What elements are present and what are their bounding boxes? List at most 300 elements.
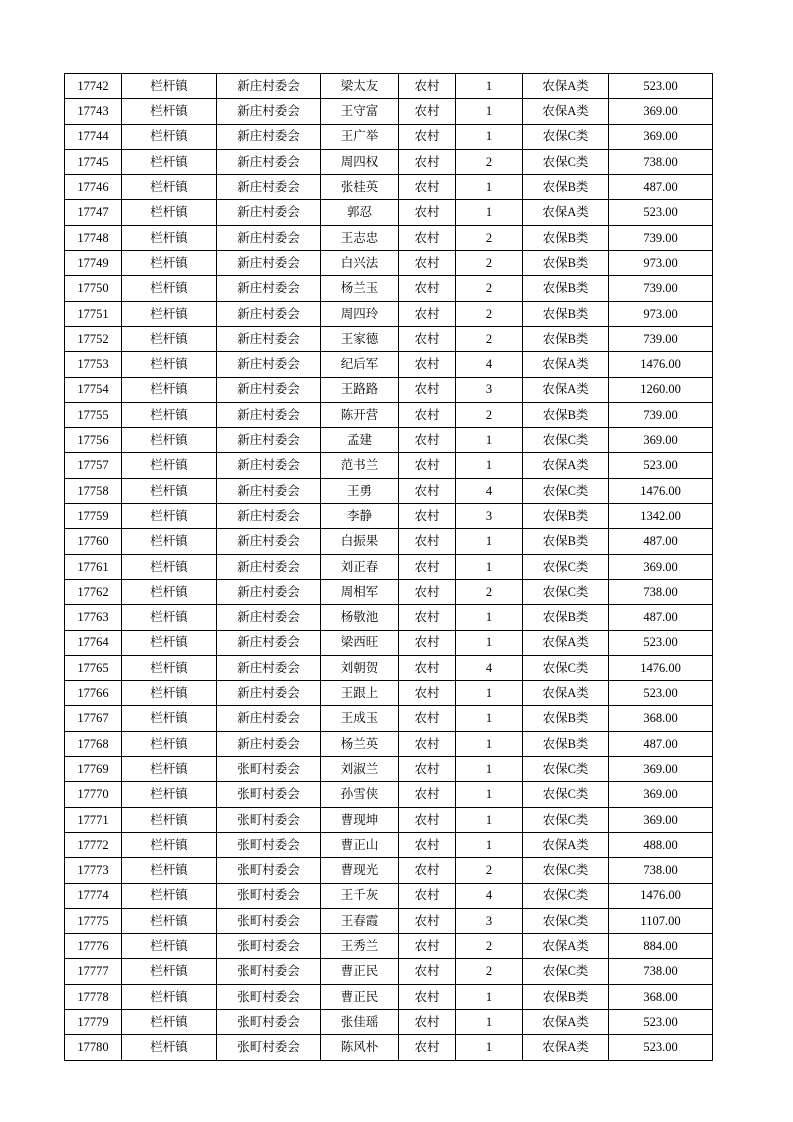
table-cell-amount: 973.00 xyxy=(609,251,713,276)
table-row xyxy=(65,630,713,655)
table-cell-name: 孟建 xyxy=(321,428,399,453)
table-cell-name: 周相军 xyxy=(321,579,399,604)
table-cell-id: 17764 xyxy=(65,630,122,655)
table-cell-id: 17754 xyxy=(65,377,122,402)
table-cell-town: 栏杆镇 xyxy=(122,934,217,959)
table-cell-category: 农保C类 xyxy=(523,428,609,453)
table-cell-area_type: 农村 xyxy=(399,276,456,301)
table-cell-count: 3 xyxy=(456,377,523,402)
table-cell-id: 17763 xyxy=(65,605,122,630)
table-cell-name: 孙雪侠 xyxy=(321,782,399,807)
table-cell-town: 栏杆镇 xyxy=(122,428,217,453)
table-row xyxy=(65,504,713,529)
table-cell-area_type: 农村 xyxy=(399,655,456,680)
table-row xyxy=(65,858,713,883)
table-cell-amount: 1107.00 xyxy=(609,908,713,933)
table-cell-id: 17777 xyxy=(65,959,122,984)
table-cell-area_type: 农村 xyxy=(399,352,456,377)
table-cell-area_type: 农村 xyxy=(399,807,456,832)
table-row xyxy=(65,934,713,959)
table-cell-area_type: 农村 xyxy=(399,251,456,276)
table-cell-village: 张町村委会 xyxy=(217,1009,321,1034)
table-cell-amount: 369.00 xyxy=(609,554,713,579)
table-cell-count: 1 xyxy=(456,74,523,99)
table-cell-amount: 738.00 xyxy=(609,858,713,883)
table-cell-area_type: 农村 xyxy=(399,124,456,149)
table-cell-name: 曹正民 xyxy=(321,959,399,984)
table-cell-village: 新庄村委会 xyxy=(217,554,321,579)
table-cell-area_type: 农村 xyxy=(399,200,456,225)
table-cell-name: 张桂英 xyxy=(321,175,399,200)
table-cell-amount: 368.00 xyxy=(609,984,713,1009)
table-cell-amount: 369.00 xyxy=(609,807,713,832)
table-cell-amount: 369.00 xyxy=(609,428,713,453)
table-cell-count: 4 xyxy=(456,352,523,377)
table-row xyxy=(65,1009,713,1034)
table-cell-count: 3 xyxy=(456,908,523,933)
table-cell-category: 农保C类 xyxy=(523,807,609,832)
table-cell-id: 17778 xyxy=(65,984,122,1009)
table-cell-amount: 369.00 xyxy=(609,99,713,124)
table-cell-name: 王秀兰 xyxy=(321,934,399,959)
table-cell-count: 2 xyxy=(456,301,523,326)
table-cell-amount: 523.00 xyxy=(609,200,713,225)
table-row xyxy=(65,529,713,554)
table-cell-area_type: 农村 xyxy=(399,478,456,503)
table-cell-amount: 488.00 xyxy=(609,832,713,857)
table-cell-amount: 487.00 xyxy=(609,529,713,554)
table-cell-town: 栏杆镇 xyxy=(122,655,217,680)
table-cell-name: 杨敬池 xyxy=(321,605,399,630)
table-cell-count: 1 xyxy=(456,984,523,1009)
table-cell-id: 17749 xyxy=(65,251,122,276)
table-cell-category: 农保B类 xyxy=(523,605,609,630)
table-cell-town: 栏杆镇 xyxy=(122,402,217,427)
table-cell-town: 栏杆镇 xyxy=(122,149,217,174)
table-cell-village: 新庄村委会 xyxy=(217,276,321,301)
table-cell-category: 农保A类 xyxy=(523,1035,609,1060)
table-cell-area_type: 农村 xyxy=(399,149,456,174)
table-cell-town: 栏杆镇 xyxy=(122,225,217,250)
table-cell-town: 栏杆镇 xyxy=(122,757,217,782)
table-row xyxy=(65,706,713,731)
table-cell-id: 17766 xyxy=(65,681,122,706)
table-cell-category: 农保B类 xyxy=(523,706,609,731)
table-cell-count: 2 xyxy=(456,276,523,301)
table-cell-village: 新庄村委会 xyxy=(217,579,321,604)
table-cell-town: 栏杆镇 xyxy=(122,326,217,351)
table-row xyxy=(65,352,713,377)
table-cell-name: 李静 xyxy=(321,504,399,529)
table-cell-village: 新庄村委会 xyxy=(217,99,321,124)
table-cell-area_type: 农村 xyxy=(399,757,456,782)
table-row xyxy=(65,579,713,604)
table-cell-category: 农保C类 xyxy=(523,579,609,604)
table-row xyxy=(65,681,713,706)
table-cell-town: 栏杆镇 xyxy=(122,681,217,706)
table-cell-id: 17765 xyxy=(65,655,122,680)
table-cell-id: 17743 xyxy=(65,99,122,124)
table-cell-category: 农保C类 xyxy=(523,757,609,782)
table-cell-village: 新庄村委会 xyxy=(217,200,321,225)
table-cell-name: 张佳瑶 xyxy=(321,1009,399,1034)
table-row xyxy=(65,807,713,832)
table-cell-name: 杨兰玉 xyxy=(321,276,399,301)
table-cell-id: 17779 xyxy=(65,1009,122,1034)
table-cell-category: 农保C类 xyxy=(523,908,609,933)
table-cell-village: 新庄村委会 xyxy=(217,149,321,174)
table-cell-count: 3 xyxy=(456,504,523,529)
table-cell-name: 陈开营 xyxy=(321,402,399,427)
table-cell-village: 新庄村委会 xyxy=(217,251,321,276)
table-cell-town: 栏杆镇 xyxy=(122,554,217,579)
table-cell-category: 农保B类 xyxy=(523,301,609,326)
table-cell-village: 张町村委会 xyxy=(217,908,321,933)
table-cell-town: 栏杆镇 xyxy=(122,908,217,933)
table-row xyxy=(65,832,713,857)
table-cell-area_type: 农村 xyxy=(399,301,456,326)
table-cell-village: 张町村委会 xyxy=(217,832,321,857)
table-cell-amount: 739.00 xyxy=(609,276,713,301)
table-row xyxy=(65,782,713,807)
table-cell-category: 农保B类 xyxy=(523,251,609,276)
table-row xyxy=(65,225,713,250)
table-cell-count: 1 xyxy=(456,175,523,200)
table-cell-amount: 1476.00 xyxy=(609,883,713,908)
table-cell-town: 栏杆镇 xyxy=(122,99,217,124)
table-cell-name: 王成玉 xyxy=(321,706,399,731)
table-cell-village: 新庄村委会 xyxy=(217,225,321,250)
table-cell-town: 栏杆镇 xyxy=(122,706,217,731)
table-cell-id: 17767 xyxy=(65,706,122,731)
table-row xyxy=(65,554,713,579)
table-cell-category: 农保C类 xyxy=(523,124,609,149)
table-cell-category: 农保A类 xyxy=(523,681,609,706)
table-cell-area_type: 农村 xyxy=(399,782,456,807)
table-cell-name: 范书兰 xyxy=(321,453,399,478)
table-cell-village: 新庄村委会 xyxy=(217,731,321,756)
table-cell-category: 农保A类 xyxy=(523,200,609,225)
table-cell-category: 农保A类 xyxy=(523,377,609,402)
table-cell-village: 张町村委会 xyxy=(217,858,321,883)
table-cell-category: 农保B类 xyxy=(523,402,609,427)
table-cell-count: 1 xyxy=(456,757,523,782)
table-cell-amount: 368.00 xyxy=(609,706,713,731)
table-row xyxy=(65,200,713,225)
table-cell-village: 新庄村委会 xyxy=(217,326,321,351)
table-cell-name: 陈风朴 xyxy=(321,1035,399,1060)
table-cell-town: 栏杆镇 xyxy=(122,832,217,857)
table-cell-category: 农保A类 xyxy=(523,630,609,655)
table-cell-amount: 1476.00 xyxy=(609,478,713,503)
table-cell-category: 农保B类 xyxy=(523,175,609,200)
table-cell-count: 1 xyxy=(456,124,523,149)
table-row xyxy=(65,301,713,326)
table-cell-id: 17780 xyxy=(65,1035,122,1060)
table-cell-village: 新庄村委会 xyxy=(217,478,321,503)
table-cell-town: 栏杆镇 xyxy=(122,175,217,200)
table-cell-village: 新庄村委会 xyxy=(217,428,321,453)
table-row xyxy=(65,757,713,782)
table-cell-town: 栏杆镇 xyxy=(122,251,217,276)
table-cell-village: 新庄村委会 xyxy=(217,681,321,706)
table-cell-count: 1 xyxy=(456,706,523,731)
table-cell-amount: 1342.00 xyxy=(609,504,713,529)
table-cell-id: 17773 xyxy=(65,858,122,883)
table-cell-town: 栏杆镇 xyxy=(122,453,217,478)
table-cell-count: 2 xyxy=(456,225,523,250)
table-cell-name: 王勇 xyxy=(321,478,399,503)
table-cell-id: 17748 xyxy=(65,225,122,250)
table-cell-name: 刘朝贺 xyxy=(321,655,399,680)
table-cell-category: 农保C类 xyxy=(523,959,609,984)
table-cell-town: 栏杆镇 xyxy=(122,200,217,225)
table-cell-id: 17762 xyxy=(65,579,122,604)
table-cell-area_type: 农村 xyxy=(399,706,456,731)
table-cell-count: 4 xyxy=(456,655,523,680)
table-cell-category: 农保A类 xyxy=(523,453,609,478)
table-cell-id: 17759 xyxy=(65,504,122,529)
table-cell-town: 栏杆镇 xyxy=(122,605,217,630)
table-row xyxy=(65,251,713,276)
table-cell-id: 17753 xyxy=(65,352,122,377)
table-row xyxy=(65,984,713,1009)
table-cell-village: 新庄村委会 xyxy=(217,402,321,427)
table-body xyxy=(65,74,713,1061)
table-cell-area_type: 农村 xyxy=(399,1009,456,1034)
table-cell-count: 1 xyxy=(456,554,523,579)
table-cell-category: 农保C类 xyxy=(523,858,609,883)
table-cell-town: 栏杆镇 xyxy=(122,301,217,326)
table-cell-name: 王志忠 xyxy=(321,225,399,250)
table-cell-id: 17776 xyxy=(65,934,122,959)
table-cell-amount: 369.00 xyxy=(609,782,713,807)
table-cell-village: 新庄村委会 xyxy=(217,706,321,731)
table-cell-name: 王广举 xyxy=(321,124,399,149)
table-cell-id: 17768 xyxy=(65,731,122,756)
table-row xyxy=(65,478,713,503)
table-cell-id: 17747 xyxy=(65,200,122,225)
table-cell-area_type: 农村 xyxy=(399,959,456,984)
table-cell-count: 2 xyxy=(456,579,523,604)
table-cell-amount: 739.00 xyxy=(609,225,713,250)
table-row xyxy=(65,959,713,984)
table-row xyxy=(65,1035,713,1060)
table-cell-id: 17760 xyxy=(65,529,122,554)
table-cell-town: 栏杆镇 xyxy=(122,883,217,908)
table-cell-area_type: 农村 xyxy=(399,453,456,478)
table-cell-name: 曹正民 xyxy=(321,984,399,1009)
table-cell-amount: 738.00 xyxy=(609,959,713,984)
table-cell-name: 王千灰 xyxy=(321,883,399,908)
table-cell-village: 新庄村委会 xyxy=(217,655,321,680)
table-cell-amount: 523.00 xyxy=(609,453,713,478)
table-cell-amount: 523.00 xyxy=(609,1035,713,1060)
table-cell-area_type: 农村 xyxy=(399,858,456,883)
table-row xyxy=(65,453,713,478)
table-cell-name: 王跟上 xyxy=(321,681,399,706)
table-row xyxy=(65,276,713,301)
table-cell-area_type: 农村 xyxy=(399,630,456,655)
table-cell-amount: 369.00 xyxy=(609,757,713,782)
table-cell-town: 栏杆镇 xyxy=(122,504,217,529)
table-cell-town: 栏杆镇 xyxy=(122,377,217,402)
table-cell-area_type: 农村 xyxy=(399,934,456,959)
table-cell-name: 王路路 xyxy=(321,377,399,402)
table-cell-name: 纪后军 xyxy=(321,352,399,377)
table-cell-amount: 1260.00 xyxy=(609,377,713,402)
table-cell-amount: 1476.00 xyxy=(609,655,713,680)
table-cell-count: 1 xyxy=(456,630,523,655)
table-cell-town: 栏杆镇 xyxy=(122,731,217,756)
table-cell-name: 梁西旺 xyxy=(321,630,399,655)
table-cell-category: 农保B类 xyxy=(523,276,609,301)
table-cell-count: 1 xyxy=(456,1035,523,1060)
table-cell-count: 1 xyxy=(456,1009,523,1034)
table-cell-id: 17769 xyxy=(65,757,122,782)
table-cell-name: 白兴法 xyxy=(321,251,399,276)
table-cell-count: 1 xyxy=(456,605,523,630)
table-cell-name: 刘淑兰 xyxy=(321,757,399,782)
table-cell-category: 农保A类 xyxy=(523,934,609,959)
table-row xyxy=(65,326,713,351)
table-cell-village: 新庄村委会 xyxy=(217,529,321,554)
table-cell-category: 农保C类 xyxy=(523,478,609,503)
table-cell-town: 栏杆镇 xyxy=(122,276,217,301)
table-cell-id: 17761 xyxy=(65,554,122,579)
table-cell-id: 17757 xyxy=(65,453,122,478)
table-cell-name: 王春霞 xyxy=(321,908,399,933)
table-cell-area_type: 农村 xyxy=(399,554,456,579)
table-row xyxy=(65,74,713,99)
table-cell-amount: 884.00 xyxy=(609,934,713,959)
table-cell-count: 1 xyxy=(456,832,523,857)
table-cell-category: 农保A类 xyxy=(523,1009,609,1034)
table-cell-category: 农保B类 xyxy=(523,225,609,250)
table-cell-name: 王守富 xyxy=(321,99,399,124)
table-cell-id: 17770 xyxy=(65,782,122,807)
table-cell-area_type: 农村 xyxy=(399,529,456,554)
table-cell-village: 新庄村委会 xyxy=(217,605,321,630)
table-cell-town: 栏杆镇 xyxy=(122,984,217,1009)
table-cell-count: 1 xyxy=(456,782,523,807)
table-cell-category: 农保B类 xyxy=(523,529,609,554)
table-cell-village: 新庄村委会 xyxy=(217,352,321,377)
table-cell-amount: 738.00 xyxy=(609,579,713,604)
table-cell-id: 17772 xyxy=(65,832,122,857)
table-cell-count: 1 xyxy=(456,453,523,478)
table-cell-area_type: 农村 xyxy=(399,99,456,124)
table-cell-category: 农保C类 xyxy=(523,149,609,174)
table-cell-category: 农保B类 xyxy=(523,731,609,756)
table-cell-id: 17758 xyxy=(65,478,122,503)
table-cell-amount: 487.00 xyxy=(609,731,713,756)
table-cell-category: 农保C类 xyxy=(523,655,609,680)
table-cell-count: 2 xyxy=(456,149,523,174)
records-table xyxy=(64,73,713,1061)
table-cell-village: 新庄村委会 xyxy=(217,453,321,478)
table-row xyxy=(65,377,713,402)
table-cell-amount: 487.00 xyxy=(609,175,713,200)
table-cell-town: 栏杆镇 xyxy=(122,782,217,807)
table-row xyxy=(65,428,713,453)
table-row xyxy=(65,605,713,630)
table-cell-name: 曹现坤 xyxy=(321,807,399,832)
table-cell-village: 张町村委会 xyxy=(217,984,321,1009)
table-cell-village: 张町村委会 xyxy=(217,807,321,832)
table-cell-name: 曹正山 xyxy=(321,832,399,857)
table-cell-category: 农保C类 xyxy=(523,782,609,807)
table-row xyxy=(65,908,713,933)
table-cell-id: 17756 xyxy=(65,428,122,453)
table-cell-area_type: 农村 xyxy=(399,832,456,857)
table-row xyxy=(65,402,713,427)
table-cell-count: 2 xyxy=(456,251,523,276)
table-row xyxy=(65,124,713,149)
table-cell-town: 栏杆镇 xyxy=(122,124,217,149)
table-cell-category: 农保A类 xyxy=(523,74,609,99)
table-cell-area_type: 农村 xyxy=(399,605,456,630)
table-cell-category: 农保C类 xyxy=(523,883,609,908)
table-cell-name: 周四权 xyxy=(321,149,399,174)
table-cell-amount: 369.00 xyxy=(609,124,713,149)
table-cell-town: 栏杆镇 xyxy=(122,1009,217,1034)
table-cell-village: 张町村委会 xyxy=(217,959,321,984)
table-cell-amount: 523.00 xyxy=(609,681,713,706)
table-cell-name: 王家德 xyxy=(321,326,399,351)
table-cell-area_type: 农村 xyxy=(399,74,456,99)
table-cell-category: 农保B类 xyxy=(523,326,609,351)
table-cell-village: 新庄村委会 xyxy=(217,124,321,149)
table-row xyxy=(65,99,713,124)
table-cell-town: 栏杆镇 xyxy=(122,529,217,554)
table-cell-amount: 973.00 xyxy=(609,301,713,326)
table-cell-village: 张町村委会 xyxy=(217,782,321,807)
table-cell-area_type: 农村 xyxy=(399,984,456,1009)
table-cell-name: 白振果 xyxy=(321,529,399,554)
table-cell-village: 新庄村委会 xyxy=(217,377,321,402)
table-cell-id: 17774 xyxy=(65,883,122,908)
table-cell-area_type: 农村 xyxy=(399,681,456,706)
table-row xyxy=(65,175,713,200)
table-cell-id: 17745 xyxy=(65,149,122,174)
table-cell-area_type: 农村 xyxy=(399,428,456,453)
table-cell-town: 栏杆镇 xyxy=(122,579,217,604)
table-cell-village: 新庄村委会 xyxy=(217,504,321,529)
table-cell-id: 17744 xyxy=(65,124,122,149)
table-cell-village: 张町村委会 xyxy=(217,1035,321,1060)
table-row xyxy=(65,655,713,680)
table-cell-village: 张町村委会 xyxy=(217,883,321,908)
table-cell-category: 农保B类 xyxy=(523,504,609,529)
table-cell-category: 农保A类 xyxy=(523,832,609,857)
table-cell-town: 栏杆镇 xyxy=(122,352,217,377)
table-cell-amount: 487.00 xyxy=(609,605,713,630)
table-cell-count: 4 xyxy=(456,883,523,908)
table-cell-village: 新庄村委会 xyxy=(217,301,321,326)
table-cell-name: 梁太友 xyxy=(321,74,399,99)
table-cell-town: 栏杆镇 xyxy=(122,1035,217,1060)
table-cell-count: 1 xyxy=(456,428,523,453)
table-cell-count: 1 xyxy=(456,681,523,706)
table-cell-name: 郭忍 xyxy=(321,200,399,225)
table-cell-area_type: 农村 xyxy=(399,225,456,250)
table-cell-count: 4 xyxy=(456,478,523,503)
table-cell-town: 栏杆镇 xyxy=(122,478,217,503)
table-row xyxy=(65,883,713,908)
table-cell-count: 2 xyxy=(456,402,523,427)
table-cell-id: 17746 xyxy=(65,175,122,200)
